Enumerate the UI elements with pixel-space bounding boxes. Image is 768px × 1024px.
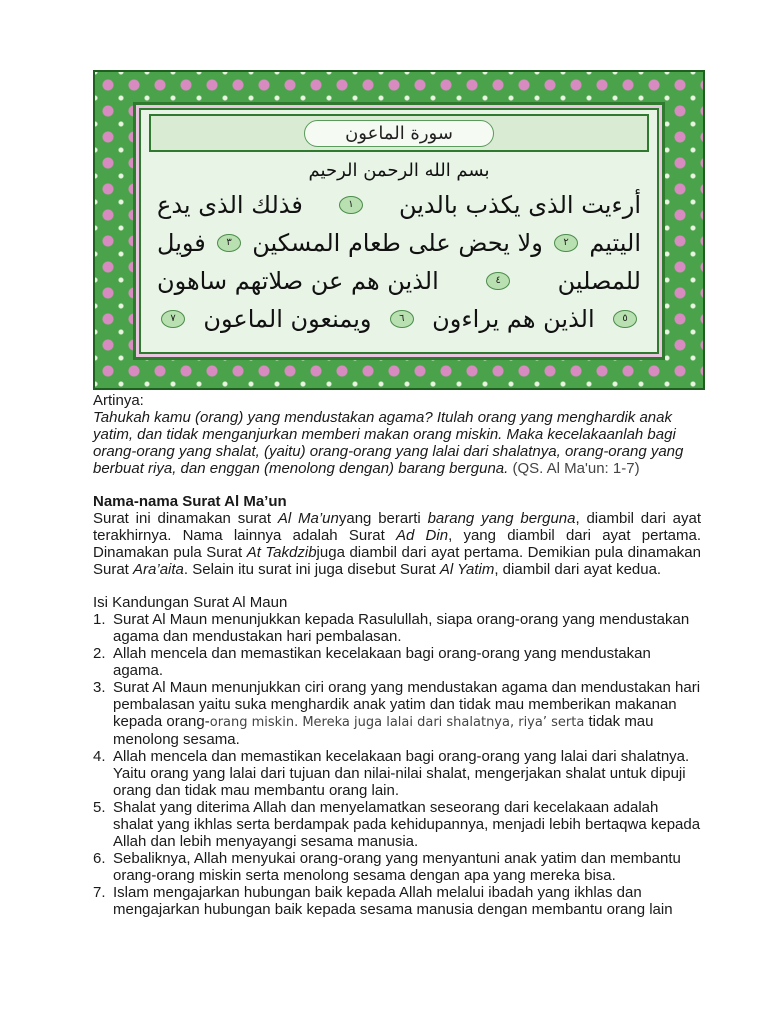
verse-text: الذين هم يراءون xyxy=(432,305,595,333)
ayah-marker: ٤ xyxy=(486,272,510,290)
list-number: 6. xyxy=(93,850,106,867)
list-number: 4. xyxy=(93,748,106,765)
list-text: Islam mengajarkan hubungan baik kepada Allah melalui ibadah yang ikhlas dan mengajarkan hubungan baik kepada sesama manusia dengan membantu orang lain xyxy=(113,884,673,918)
list-text: Surat Al Maun menunjukkan ciri orang yang mendustakan agama dan mendustakan hari pembalasan yaitu suka menghardik anak yatim dan tidak mau memberikan makanan kepada orang- xyxy=(113,679,701,730)
verse-line xyxy=(149,300,649,338)
arabic-verses xyxy=(149,156,649,350)
basmala-text: بسم الله الرحمن الرحيم xyxy=(308,160,490,181)
italic-run: Al Yatim xyxy=(439,561,495,578)
list-number: 3. xyxy=(93,679,106,696)
list-text: Allah mencela dan memastikan kecelakaan bagi orang-orang yang mendustakan agama. xyxy=(113,645,651,679)
spacer xyxy=(93,477,701,493)
names-heading: Nama-nama Surat Al Ma’un xyxy=(93,493,287,510)
list-text: Surat Al Maun menunjukkan kepada Rasulullah, siapa orang-orang yang mendustakan agama dan mendustakan hari pembalasan. xyxy=(113,611,690,645)
text-run: Surat ini dinamakan surat xyxy=(93,510,278,527)
list-number: 5. xyxy=(93,799,106,816)
list-item xyxy=(93,679,701,748)
verse-text: فويل xyxy=(157,229,206,257)
italic-run: Ad Din xyxy=(395,527,449,544)
verse-text: اليتيم xyxy=(589,229,641,257)
list-item xyxy=(93,645,701,679)
list-item xyxy=(93,799,701,850)
artinya-label: Artinya: xyxy=(93,392,144,409)
italic-run: barang yang berguna xyxy=(427,510,576,527)
italic-run: Al Ma’un xyxy=(277,510,339,527)
verse-line xyxy=(149,262,649,300)
list-text-light: orang miskin. Mereka juga lalai dari shalatnya, riya’ serta xyxy=(209,715,585,730)
verse-text: الذين هم عن صلاتهم ساهون xyxy=(157,267,439,295)
list-text: Allah mencela dan memastikan kecelakaan bagi orang-orang yang lalai dari shalatnya. Yaitu orang yang lalai dari tujuan dan nilai-nilai shalat, mengerjakan shalat untuk dipuji orang dan tidak mau membantu orang lain. xyxy=(113,748,690,799)
list-item xyxy=(93,611,701,645)
ayah-marker: ٧ xyxy=(161,310,185,328)
text-run: , yang diambil dari ayat pertama. Dinamakan pula Surat xyxy=(93,527,701,561)
ayah-marker: ٥ xyxy=(613,310,637,328)
list-number: 2. xyxy=(93,645,106,662)
surah-al-maun-image xyxy=(93,70,705,390)
list-text: Sebaliknya, Allah menyukai orang-orang yang menyantuni anak yatim dan membantu orang-orang miskin serta menolong sesama dengan apa yang mereka bisa. xyxy=(113,850,681,884)
text-run: . Selain itu surat ini juga disebut Surat xyxy=(183,561,440,578)
basmala xyxy=(149,156,649,186)
list-item xyxy=(93,748,701,799)
document-body xyxy=(93,392,701,918)
verse-text: ولا يحض على طعام المسكين xyxy=(252,229,543,257)
verse-text: أرءيت الذى يكذب بالدين xyxy=(398,191,641,219)
verse-text: للمصلين xyxy=(557,267,641,295)
italic-run: Ara’aita xyxy=(133,561,184,578)
ayah-marker: ٢ xyxy=(554,234,578,252)
ayah-marker: ١ xyxy=(339,196,363,214)
text-run: juga diambil dari ayat pertama. Demikian pula dinamakan Surat xyxy=(93,544,701,578)
list-number: 1. xyxy=(93,611,106,628)
spacer xyxy=(93,578,701,594)
list-item xyxy=(93,850,701,884)
italic-run: At Takdzib xyxy=(246,544,317,561)
text-run: , diambil dari ayat kedua. xyxy=(494,561,662,578)
verse-line xyxy=(149,224,649,262)
verse-text: فذلك الذى يدع xyxy=(157,191,303,219)
surah-title: سورة الماعون xyxy=(304,120,494,147)
ayah-marker: ٣ xyxy=(217,234,241,252)
translation-paragraph xyxy=(93,409,701,477)
contents-heading: Isi Kandungan Surat Al Maun xyxy=(93,594,288,611)
names-paragraph xyxy=(93,510,701,578)
list-number: 7. xyxy=(93,884,106,901)
surah-title-band xyxy=(149,114,649,152)
translation-text: Tahukah kamu (orang) yang mendustakan agama? Itulah orang yang menghardik anak yatim, dan tidak menganjurkan memberi makan orang miskin. Maka kecelakaanlah bagi orang-orang yang shalat, (yaitu) orang-orang yang lalai dari shalatnya, orang-orang yang berbuat riya, dan enggan (menolong dengan) barang berguna. xyxy=(93,409,684,477)
verse-text: ويمنعون الماعون xyxy=(203,305,372,333)
ayah-marker: ٦ xyxy=(390,310,414,328)
text-run: , diambil dari ayat terakhirnya. Nama lainnya adalah Surat xyxy=(93,510,701,544)
list-text: tidak mau menolong sesama. xyxy=(113,713,654,748)
translation-reference: (QS. Al Ma'un: 1-7) xyxy=(512,460,640,477)
text-run: yang berarti xyxy=(338,510,428,527)
list-item xyxy=(93,884,701,918)
verse-line xyxy=(149,186,649,224)
contents-list xyxy=(93,611,701,918)
list-text: Shalat yang diterima Allah dan menyelamatkan seseorang dari kecelakaan adalah shalat yang ikhlas serta berdampak pada kehidupannya, menjadi lebih bertaqwa kepada Allah dan lebih menyayangi sesama manusia. xyxy=(113,799,701,850)
